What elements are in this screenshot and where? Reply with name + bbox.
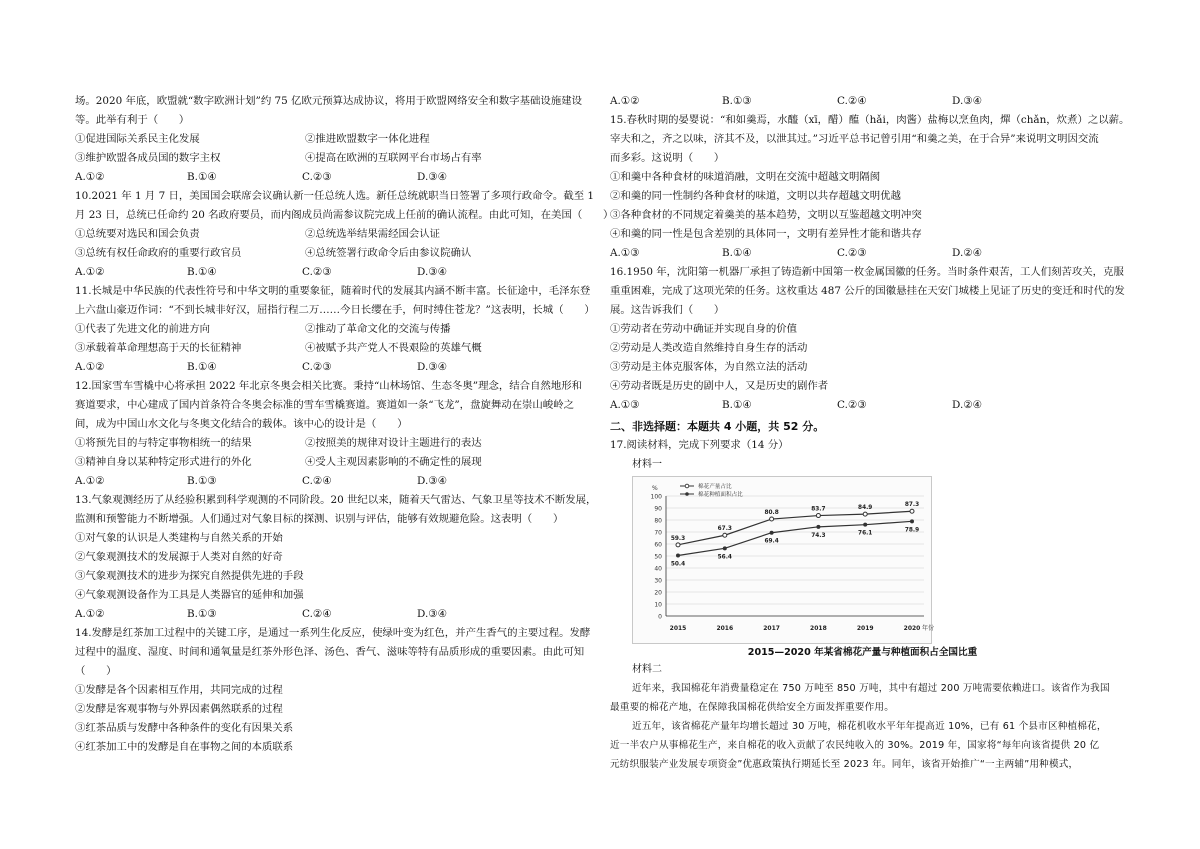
chart-container	[610, 476, 1155, 646]
x-tick-label-2015: 2015	[669, 625, 687, 632]
q10-answer-a: A.①②	[75, 266, 105, 278]
q10-line-1: 10.2021 年 1 月 7 日，美国国会联席会议确认新一任总统人选。新任总统就职当日签署了多项行政命令。截至 1	[75, 190, 595, 202]
q14-line-2: 过程中的温度、湿度、时间和通氧量是红茶外形色泽、汤色、香气、滋味等特有品质形成的重要因素。由此可知	[75, 646, 585, 658]
q16-line-3: 展。这告诉我们（ ）	[610, 304, 725, 316]
q12-answer-a: A.①②	[75, 475, 105, 487]
q13-answer-d: D.③④	[417, 608, 447, 620]
q9-answer-c: C.②③	[302, 171, 332, 183]
q9-answer-d: D.③④	[417, 171, 447, 183]
q11-option-2: ②推动了革命文化的交流与传播	[305, 323, 451, 335]
q10-option-4: ④总统签署行政命令后由参议院确认	[305, 247, 472, 259]
q16-option-2: ②劳动是人类改造自然维持自身生存的活动	[610, 342, 808, 354]
q16-option-4: ④劳动者既是历史的剧中人，又是历史的剧作者	[610, 380, 829, 392]
m2-para-5: 元纺织服装产业发展专项资金”优惠政策执行期延长至 2023 年。同年，该省开始推广“一主两辅”用种模式，	[610, 759, 1079, 770]
q9-answer-a: A.①②	[75, 171, 105, 183]
q12-answers	[75, 472, 620, 491]
q16-line-2: 重重困难，完成了这项光荣的任务。这枚重达 487 公斤的国徽悬挂在天安门城楼上见证了历史的变迁和时代的发	[610, 285, 1125, 297]
series-1-data-label-2018: 83.7	[811, 506, 826, 513]
q12-answer-b: B.①③	[187, 475, 217, 487]
q14-answer-b: B.①③	[722, 95, 752, 107]
q9-answers	[75, 168, 620, 187]
q14-answer-c: C.②④	[837, 95, 867, 107]
q13-answer-c: C.②④	[302, 608, 332, 620]
series-2-data-label-2016: 56.4	[717, 554, 732, 561]
material-2-label: 材料二	[632, 664, 662, 675]
q15-answer-a: A.①③	[610, 247, 640, 259]
series-1-point-2019	[863, 512, 867, 516]
m2-para-4: 近一半农户从事棉花生产，来自棉花的收入贡献了农民纯收入的 30%。2019 年，国家将“每年向该省提供 20 亿	[610, 740, 1100, 751]
y-axis-label: %	[652, 485, 658, 492]
q12-line-2: 赛道要求，中心建成了国内首条符合冬奥会标准的雪车雪橇赛道。赛道如一条“飞龙”，盘旋舞动在崇山峻岭之	[75, 399, 574, 411]
y-tick-label-80: 80	[654, 517, 662, 525]
y-tick-label-100: 100	[650, 493, 662, 501]
legend-marker-2	[685, 492, 689, 496]
q15-option-2: ②和羹的同一性制约各种食材的味道，文明以共存超越文明优越	[610, 190, 901, 202]
q13-answers	[75, 605, 620, 624]
q16-answer-a: A.①③	[610, 399, 640, 411]
q12-option-3: ③精神自身以某种特定形式进行的外化	[75, 456, 252, 468]
q15-answer-b: B.①④	[722, 247, 752, 259]
q13-line-2: 监测和预警能力不断增强。人们通过对气象目标的探测、识别与评估，能够有效规避危险。这表明（ ）	[75, 513, 564, 525]
q15-answer-d: D.②④	[952, 247, 982, 259]
q14-line-1: 14.发酵是红茶加工过程中的关键工序，是通过一系列生化反应，使绿叶变为红色，并产生香气的主要过程。发酵	[75, 627, 591, 639]
q10-options-row-1	[75, 225, 620, 244]
q15-option-3: ③各种食材的不同规定着羹美的基本趋势，文明以互鉴超越文明冲突	[610, 209, 922, 221]
q16-answer-b: B.①④	[722, 399, 752, 411]
series-1-data-label-2017: 80.8	[764, 510, 779, 517]
q14-option-2: ②发酵是客观事物与外界因素偶然联系的过程	[75, 703, 283, 715]
q15-line-2: 宰夫和之，齐之以味，济其不及，以泄其过。”习近平总书记曾引用“和羹之美，在于合异”来说明文明因交流	[610, 133, 1099, 145]
y-tick-label-30: 30	[654, 577, 662, 585]
q15-line-3: 而多彩。这说明（ ）	[610, 152, 725, 164]
chart-caption: 2015—2020 年某省棉花产量与种植面积占全国比重	[747, 647, 978, 658]
q14-answers	[610, 92, 1155, 111]
x-axis-label: 年份	[922, 625, 935, 632]
y-tick-label-60: 60	[654, 541, 662, 549]
series-2-point-2017	[770, 531, 774, 535]
y-tick-label-50: 50	[654, 553, 662, 561]
q10-answer-c: C.②③	[302, 266, 332, 278]
q14-answer-d: D.③④	[952, 95, 982, 107]
q13-line-1: 13.气象观测经历了从经验积累到科学观测的不同阶段。20 世纪以来，随着天气雷达、气象卫星等技术不断发展，	[75, 494, 597, 506]
q9-option-3: ③维护欧盟各成员国的数字主权	[75, 152, 221, 164]
series-2-data-label-2015: 50.4	[670, 561, 686, 568]
q11-line-1: 11.长城是中华民族的代表性符号和中华文明的重要象征，随着时代的发展其内涵不断丰富。长征途中，毛泽东登	[75, 285, 591, 297]
q11-option-3: ③承载着革命理想高于天的长征精神	[75, 342, 242, 354]
q11-line-2: 上六盘山豪迈作词：“不到长城非好汉，屈指行程二万……今日长缨在手，何时缚住苍龙？”这表明，长城（ ）	[75, 304, 595, 316]
q12-answer-c: C.②④	[302, 475, 332, 487]
q11-options-row-2	[75, 339, 620, 358]
q16-answers	[610, 396, 1155, 415]
q16-answer-c: C.②③	[837, 399, 867, 411]
q10-option-3: ③总统有权任命政府的重要行政官员	[75, 247, 242, 259]
x-tick-label-2016: 2016	[716, 625, 734, 632]
q14-option-1: ①发酵是各个因素相互作用，共同完成的过程	[75, 684, 283, 696]
q11-answer-c: C.②③	[302, 361, 332, 373]
q11-answers	[75, 358, 620, 377]
y-tick-label-40: 40	[654, 565, 662, 573]
series-1-point-2018	[816, 514, 820, 518]
series-2-data-label-2018: 74.3	[811, 532, 826, 539]
q12-answer-d: D.③④	[417, 475, 447, 487]
q11-option-1: ①代表了先进文化的前进方向	[75, 323, 211, 335]
q15-option-4: ④和羹的同一性是包含差别的具体同一，文明有差异性才能和谐共存	[610, 228, 922, 240]
m2-para-2: 最重要的棉花产地，在保障我国棉花供给安全方面发挥重要作用。	[610, 702, 895, 713]
series-2-data-label-2017: 69.4	[764, 538, 779, 545]
material-1-label: 材料一	[632, 459, 662, 470]
x-tick-label-2020: 2020	[903, 625, 921, 632]
q9-answer-b: B.①④	[187, 171, 217, 183]
series-1-data-label-2019: 84.9	[858, 505, 873, 512]
x-tick-label-2018: 2018	[810, 625, 827, 632]
m2-para-3: 近五年，该省棉花产量年均增长超过 30 万吨，棉花机收水平年年提高近 10%，已有 61 个县市区种植棉花，	[632, 721, 1107, 732]
q15-line-1: 15.春秋时期的晏婴说：“和如羹焉，水醯（xī，醋）醢（hǎi，肉酱）盐梅以烹鱼肉，燀（chǎn，炊煮）之以薪。	[610, 114, 1130, 126]
series-1-data-label-2015: 59.3	[670, 535, 686, 542]
y-tick-label-20: 20	[654, 589, 662, 597]
q14-line-3: （ ）	[75, 665, 117, 677]
q10-option-2: ②总统选举结果需经国会认证	[305, 228, 441, 240]
q10-answer-d: D.③④	[417, 266, 447, 278]
q10-line-2: 月 23 日，总统已任命约 20 名政府要员，而内阁成员尚需参议院完成上任前的确认流程。由此可知，在美国（ ）	[75, 209, 614, 221]
q9-line-2: 等。此举有利于（ ）	[75, 114, 190, 126]
q13-option-2: ②气象观测技术的发展源于人类对自然的好奇	[75, 551, 283, 563]
series-1-point-2015	[676, 543, 680, 547]
series-1-point-2017	[770, 517, 774, 521]
q9-option-4: ④提高在欧洲的互联网平台市场占有率	[305, 152, 482, 164]
q14-option-4: ④红茶加工中的发酵是自在事物之间的本质联系	[75, 741, 294, 753]
q10-answers	[75, 263, 620, 282]
q10-option-1: ①总统要对选民和国会负责	[75, 228, 200, 240]
series-2-point-2015	[676, 554, 680, 558]
x-tick-label-2019: 2019	[856, 625, 874, 632]
q12-option-2: ②按照美的规律对设计主题进行的表达	[305, 437, 482, 449]
q12-option-4: ④受人主观因素影响的不确定性的展现	[305, 456, 482, 468]
y-tick-label-90: 90	[654, 505, 662, 513]
legend-label-2: 棉花种植面积占比	[698, 492, 743, 498]
series-2-point-2018	[816, 525, 820, 529]
q12-line-1: 12.国家雪车雪橇中心将承担 2022 年北京冬奥会相关比赛。秉持“山林场馆、生态冬奥”理念，结合自然地形和	[75, 380, 582, 392]
series-1-point-2020	[910, 509, 914, 513]
q9-options-row-1	[75, 130, 620, 149]
q16-answer-d: D.②④	[952, 399, 982, 411]
y-tick-label-10: 10	[654, 601, 662, 609]
q9-option-2: ②推进欧盟数字一体化进程	[305, 133, 430, 145]
series-1-data-label-2016: 67.3	[717, 526, 732, 533]
legend-marker-1	[685, 484, 689, 488]
q10-answer-b: B.①④	[187, 266, 217, 278]
q15-answer-c: C.②③	[837, 247, 867, 259]
series-2-data-label-2019: 76.1	[858, 530, 873, 537]
chart-frame	[633, 477, 935, 644]
series-1-data-label-2020: 87.3	[904, 502, 920, 509]
q14-option-3: ③红茶品质与发酵中各种条件的变化有因果关系	[75, 722, 294, 734]
q13-option-1: ①对气象的认识是人类建构与自然关系的开始	[75, 532, 283, 544]
q12-options-row-2	[75, 453, 620, 472]
q17-heading: 17.阅读材料，完成下列要求（14 分）	[610, 439, 789, 451]
q11-answer-b: B.①④	[187, 361, 217, 373]
m2-para-1: 近年来，我国棉花年消费量稳定在 750 万吨至 850 万吨，其中有超过 200 万吨需要依赖进口。该省作为我国	[632, 683, 1110, 694]
q12-option-1: ①将预先目的与特定事物相统一的结果	[75, 437, 252, 449]
q13-option-3: ③气象观测技术的进步为探究自然提供先进的手段	[75, 570, 304, 582]
q13-answer-b: B.①③	[187, 608, 217, 620]
q14-answer-a: A.①②	[610, 95, 640, 107]
q16-option-1: ①劳动者在劳动中确证并实现自身的价值	[610, 323, 798, 335]
series-2-point-2020	[910, 519, 914, 523]
left-column	[75, 92, 620, 757]
q11-answer-d: D.③④	[417, 361, 447, 373]
q11-answer-a: A.①②	[75, 361, 105, 373]
q12-options-row-1	[75, 434, 620, 453]
q16-line-1: 16.1950 年，沈阳第一机器厂承担了铸造新中国第一枚金属国徽的任务。当时条件艰苦，工人们刻苦攻关，克服	[610, 266, 1124, 278]
legend-label-1: 棉花产量占比	[698, 484, 732, 490]
series-2-point-2016	[723, 546, 727, 550]
y-tick-label-70: 70	[654, 529, 662, 537]
q9-option-1: ①促进国际关系民主化发展	[75, 133, 200, 145]
x-tick-label-2017: 2017	[763, 625, 780, 632]
series-2-point-2019	[863, 523, 867, 527]
q9-line-1: 场。2020 年底，欧盟就“数字欧洲计划”约 75 亿欧元预算达成协议，将用于欧盟网络安全和数字基础设施建设	[75, 95, 582, 107]
section-2-heading: 二、非选择题：本题共 4 小题，共 52 分。	[610, 420, 825, 433]
q16-option-3: ③劳动是主体克服客体，为自然立法的活动	[610, 361, 808, 373]
q10-options-row-2	[75, 244, 620, 263]
q12-line-3: 间，成为中国山水文化与冬奥文化结合的载体。该中心的设计是（ ）	[75, 418, 408, 430]
y-tick-label-0: 0	[658, 613, 662, 621]
series-2-data-label-2020: 78.9	[904, 527, 920, 534]
q13-option-4: ④气象观测设备作为工具是人类器官的延伸和加强	[75, 589, 304, 601]
q9-options-row-2	[75, 149, 620, 168]
cotton-chart	[632, 476, 935, 644]
q15-option-1: ①和羹中各种食材的味道消融，文明在交流中超越文明隔阂	[610, 171, 881, 183]
q15-answers	[610, 244, 1155, 263]
q11-options-row-1	[75, 320, 620, 339]
q13-answer-a: A.①②	[75, 608, 105, 620]
right-column	[610, 92, 1155, 774]
q11-option-4: ④被赋予共产党人不畏艰险的英雄气概	[305, 342, 482, 354]
series-1-point-2016	[723, 533, 727, 537]
